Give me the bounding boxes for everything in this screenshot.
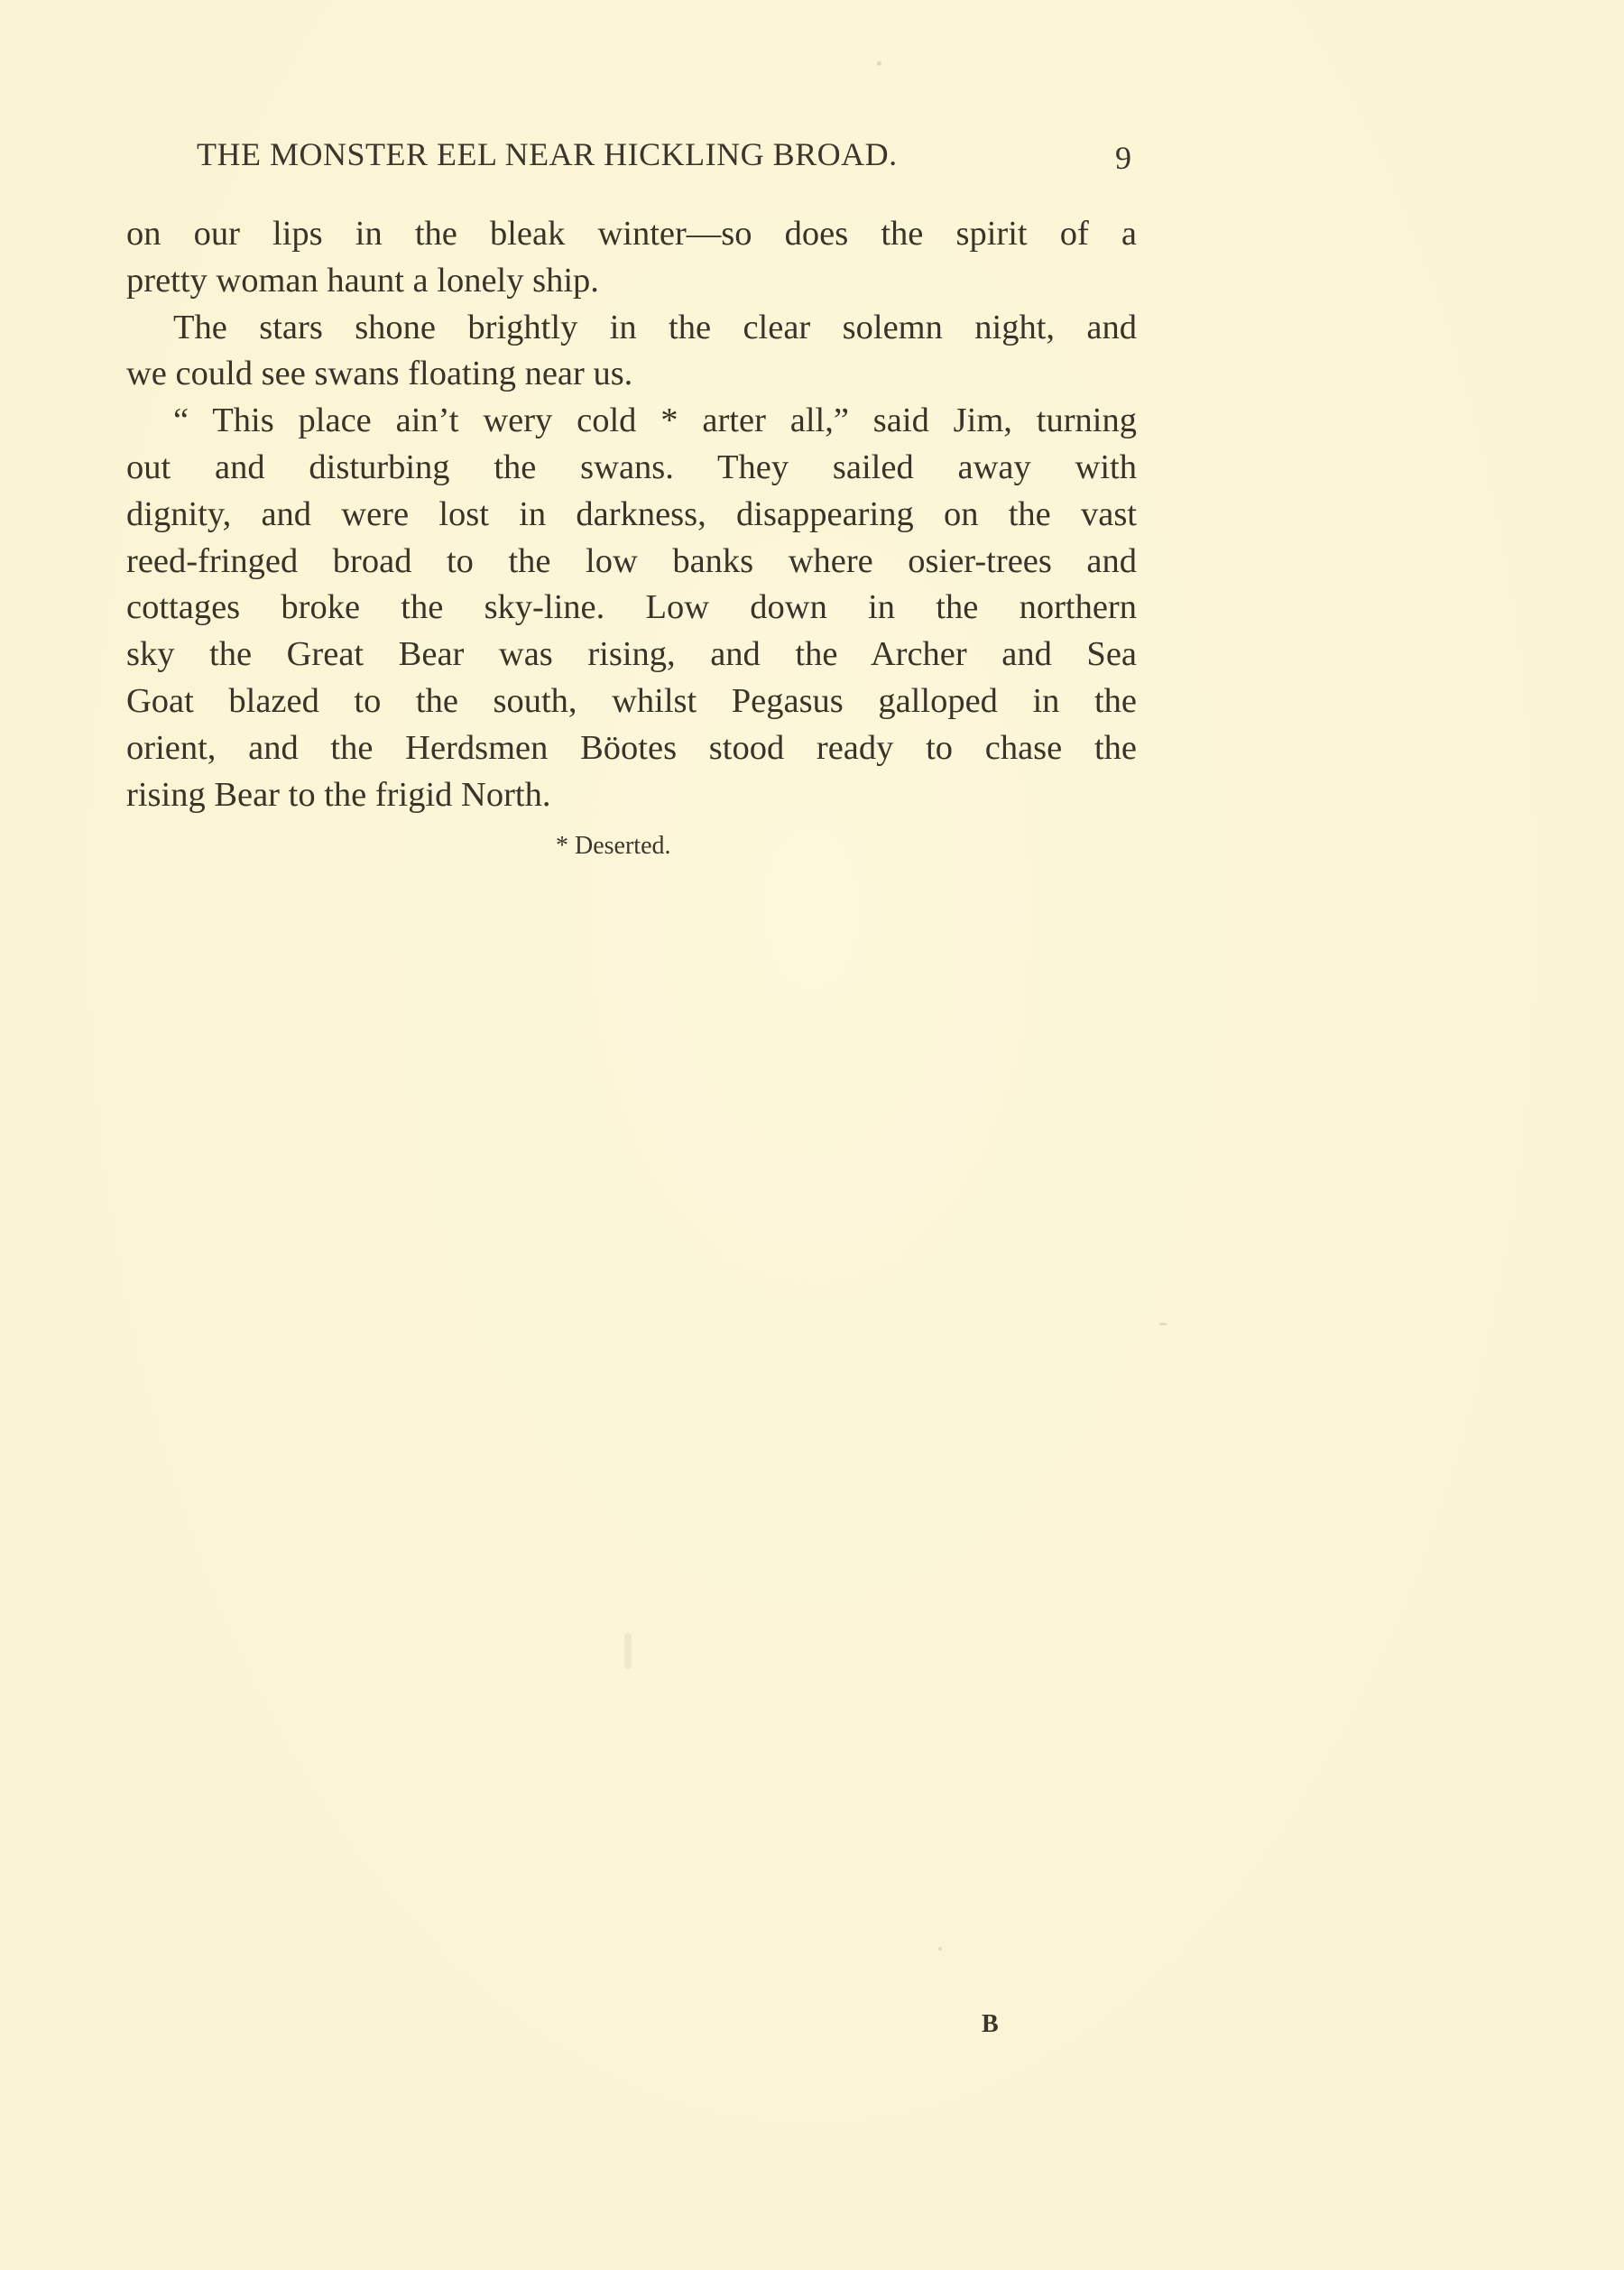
text-line: on our lips in the bleak winter—so does the spirit of a — [126, 215, 1137, 253]
page-number: 9 — [1115, 140, 1132, 176]
text-line: pretty woman haunt a lonely ship. — [126, 261, 599, 300]
text-line: reed-fringed broad to the low banks where osier-trees and — [126, 541, 1137, 580]
body-text — [126, 211, 1137, 818]
paper-speck — [938, 1947, 942, 1951]
paper-speck — [624, 1633, 632, 1669]
text-line: Goat blazed to the south, whilst Pegasus galloped in the — [126, 681, 1137, 720]
paper-speck — [1158, 1323, 1167, 1325]
running-head-title: THE MONSTER EEL NEAR HICKLING BROAD. — [197, 136, 898, 172]
text-line: sky the Great Bear was rising, and the Archer and Sea — [126, 635, 1137, 674]
signature-mark: B — [982, 2010, 999, 2038]
text-line: we could see swans floating near us. — [126, 355, 633, 393]
running-head — [197, 135, 1144, 189]
text-line: orient, and the Herdsmen Böotes stood ready to chase the — [126, 728, 1137, 767]
text-line: cottages broke the sky-line. Low down in the northern — [126, 588, 1137, 627]
text-line: “ This place ain’t wery cold * arter all,” said Jim, turning — [173, 401, 1137, 440]
text-line: rising Bear to the frigid North. — [126, 775, 551, 814]
text-line: The stars shone brightly in the clear solemn night, and — [173, 308, 1137, 346]
paper-speck — [877, 61, 881, 66]
text-line: out and disturbing the swans. They sailed away with — [126, 448, 1137, 486]
footnote: * Deserted. — [556, 832, 671, 860]
text-line: dignity, and were lost in darkness, disappearing on the vast — [126, 494, 1137, 533]
